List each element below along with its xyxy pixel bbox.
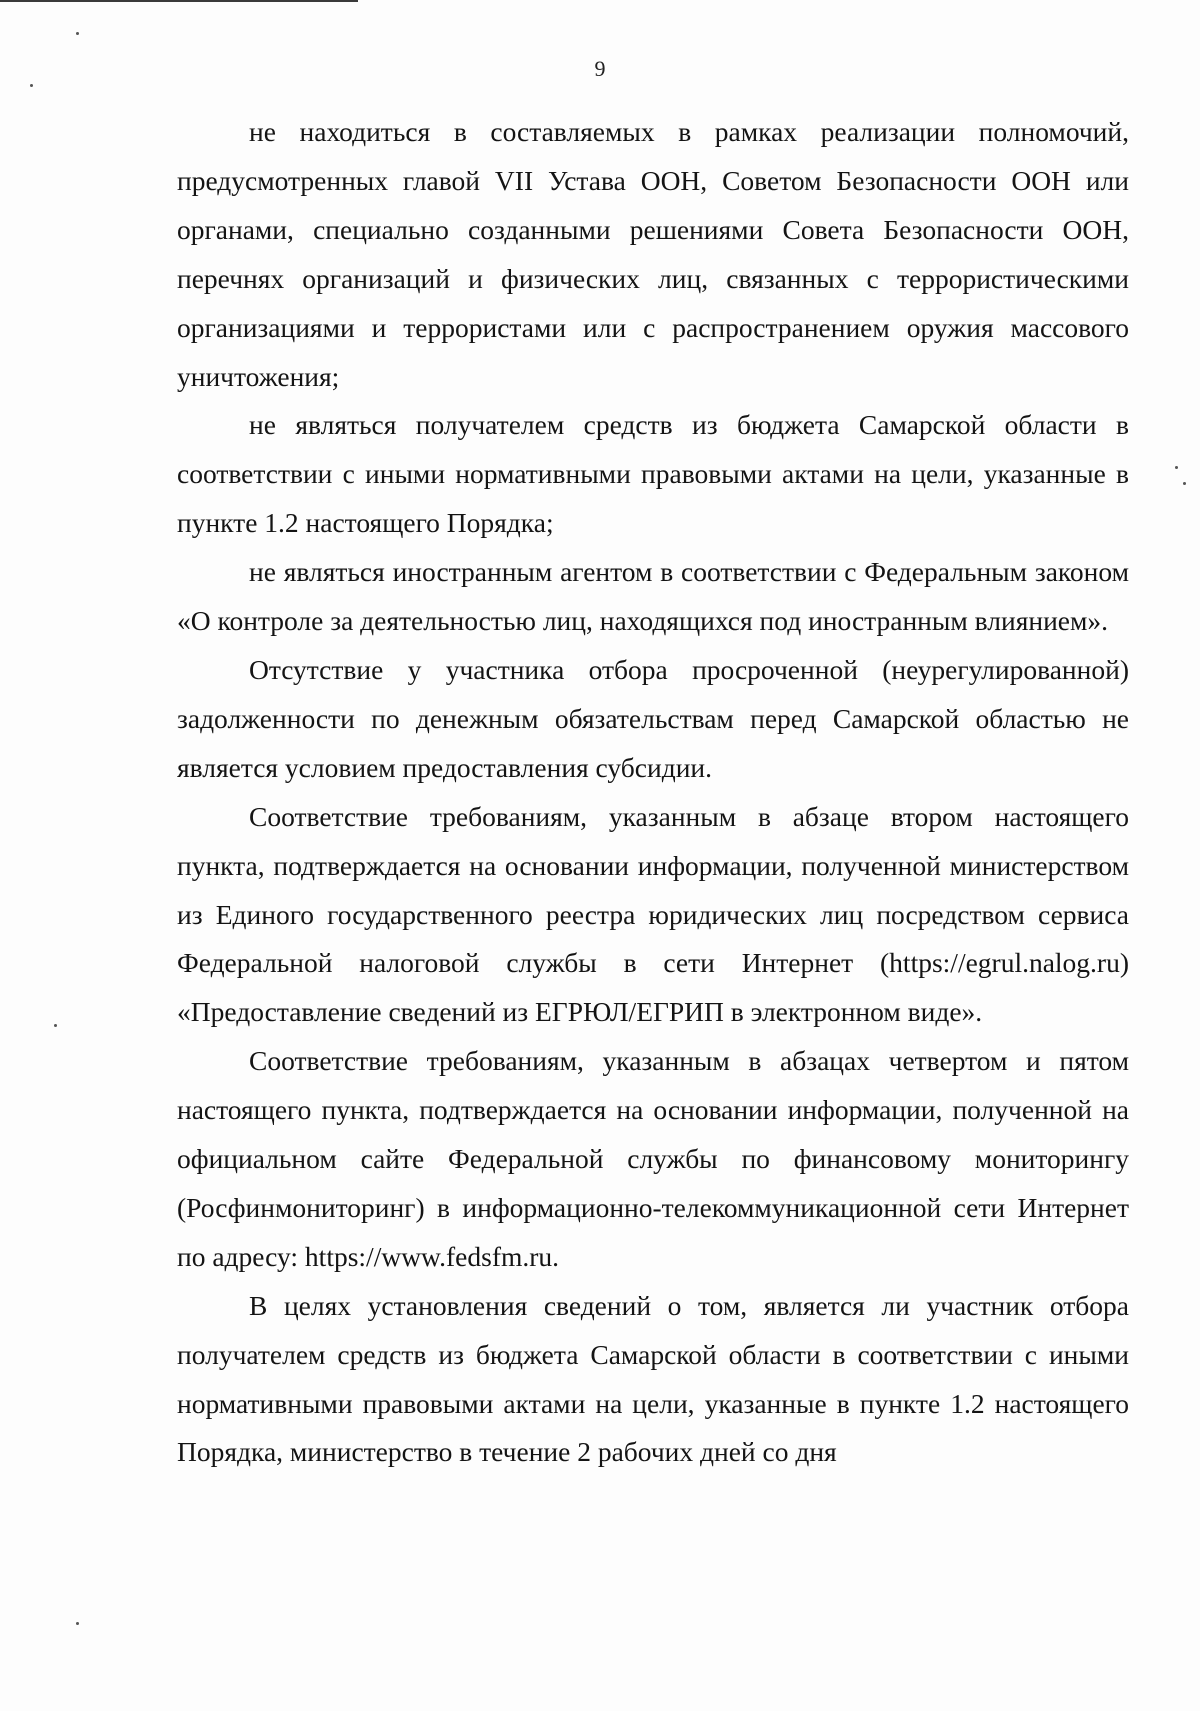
top-edge-rule <box>0 0 358 2</box>
scan-speck <box>1175 466 1178 469</box>
paragraph-foreign-agent: не являться иностранным агентом в соответствии с Федеральным законом «О контроле за деятельностью лиц, находящихся под иностранным влиянием». <box>177 556 1129 637</box>
page-number: 9 <box>594 56 606 81</box>
scan-speck <box>1183 482 1186 485</box>
paragraph-un-lists: не находиться в составляемых в рамках реализации полномочий, предусмотренных главой VII Устава ООН, Советом Безопасности ООН или органами, специально созданными решениями Совета Безопасности ООН, перечнях организаций и физических лиц, связанных с террористическими организациями и террористами или с распространением оружия массового уничтожения; <box>177 116 1129 392</box>
paragraph-budget-check: В целях установления сведений о том, является ли участник отбора получателем средств из бюджета Самарской области в соответствии с иными нормативными правовыми актами на цели, указанные в пункте 1.2 настоящего Порядка, министерство в течение 2 рабочих дней со дня <box>177 1289 1129 1468</box>
document-body <box>177 108 1129 1477</box>
paragraph-debt-condition: Отсутствие у участника отбора просроченной (неурегулированной) задолженности по денежным обязательствам перед Самарской областью не является условием предоставления субсидии. <box>177 653 1129 783</box>
paragraph-budget-recipient: не являться получателем средств из бюджета Самарской области в соответствии с иными нормативными правовыми актами на цели, указанные в пункте 1.2 настоящего Порядка; <box>177 409 1129 539</box>
scan-speck <box>76 32 79 35</box>
scan-speck <box>30 84 33 87</box>
paragraph-rosfinmonitoring-verification: Соответствие требованиям, указанным в абзацах четвертом и пятом настоящего пункта, подтверждается на основании информации, полученной на официальном сайте Федеральной службы по финансовому мониторингу (Росфинмониторинг) в информационно-телекоммуникационной сети Интернет по адресу: https://www.fedsfm.ru. <box>177 1045 1129 1272</box>
paragraph-egrul-verification: Соответствие требованиям, указанным в абзаце втором настоящего пункта, подтверждается на основании информации, полученной министерством из Единого государственного реестра юридических лиц посредством сервиса Федеральной налоговой службы в сети Интернет (https://egrul.nalog.ru) «Предоставление сведений из ЕГРЮЛ/ЕГРИП в электронном виде». <box>177 800 1129 1028</box>
scan-speck <box>76 1622 79 1625</box>
scan-speck <box>54 1024 57 1027</box>
